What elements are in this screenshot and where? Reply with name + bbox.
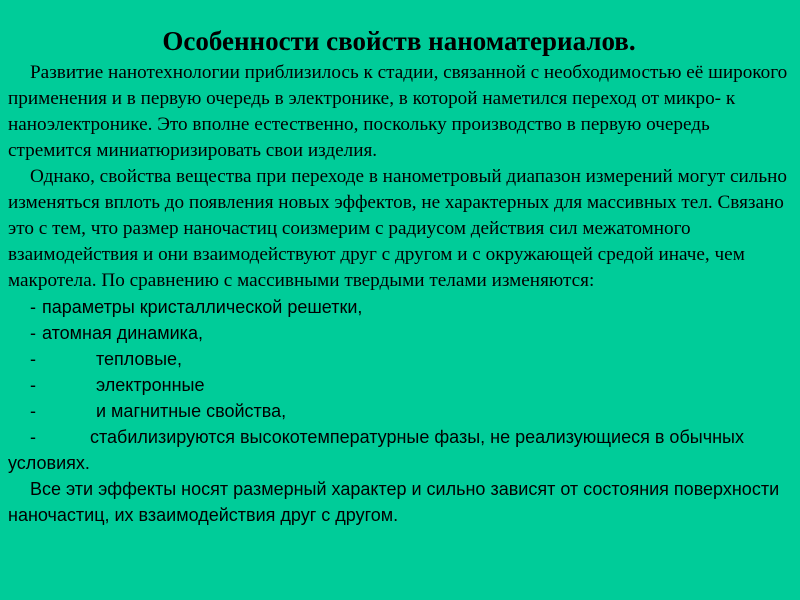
- list-item-text: стабилизируются высокотемпературные фазы, не реализующиеся в обычных условиях.: [8, 427, 744, 473]
- list-dash: -: [30, 427, 36, 447]
- list-item: [8, 398, 790, 424]
- property-list: [8, 294, 790, 476]
- list-item-text: электронные: [96, 375, 205, 395]
- list-dash: -: [30, 349, 36, 369]
- list-item: [8, 424, 790, 476]
- list-dash: -: [30, 323, 36, 343]
- paragraph-3: Все эти эффекты носят размерный характер и сильно зависят от состояния поверхности наночастиц, их взаимодействия друг с другом.: [8, 479, 780, 525]
- list-item: [8, 372, 790, 398]
- list-item: [8, 320, 790, 346]
- list-dash: -: [30, 401, 36, 421]
- paragraph-2: Однако, свойства вещества при переходе в нанометровый диапазон измерений могут сильно изменяться вплоть до появления новых эффектов, не характерных для массивных тел. Связано это с тем, что размер наночастиц соизмерим с радиусом действия сил межатомного взаимодействия и они взаимодействуют друг с другом и с окружающей средой иначе, чем макротела. По сравнению с массивными твердыми телами изменяются:: [8, 166, 787, 291]
- list-item: [8, 294, 790, 320]
- list-item-text: параметры кристаллической решетки,: [42, 297, 363, 317]
- list-dash: -: [30, 297, 36, 317]
- list-dash: -: [30, 375, 36, 395]
- list-item: [8, 346, 790, 372]
- list-item-text: атомная динамика,: [42, 323, 203, 343]
- paragraph-1: Развитие нанотехнологии приблизилось к стадии, связанной с необходимостью её широкого применения и в первую очередь в электронике, в которой наметился переход от микро- к наноэлектронике. Это вполне естественно, поскольку производство в первую очередь стремится миниатюризировать свои изделия.: [8, 62, 788, 161]
- list-item-text: и магнитные свойства,: [96, 401, 287, 421]
- list-item-text: тепловые,: [96, 349, 183, 369]
- slide-title: Особенности свойств наноматериалов.: [162, 26, 636, 56]
